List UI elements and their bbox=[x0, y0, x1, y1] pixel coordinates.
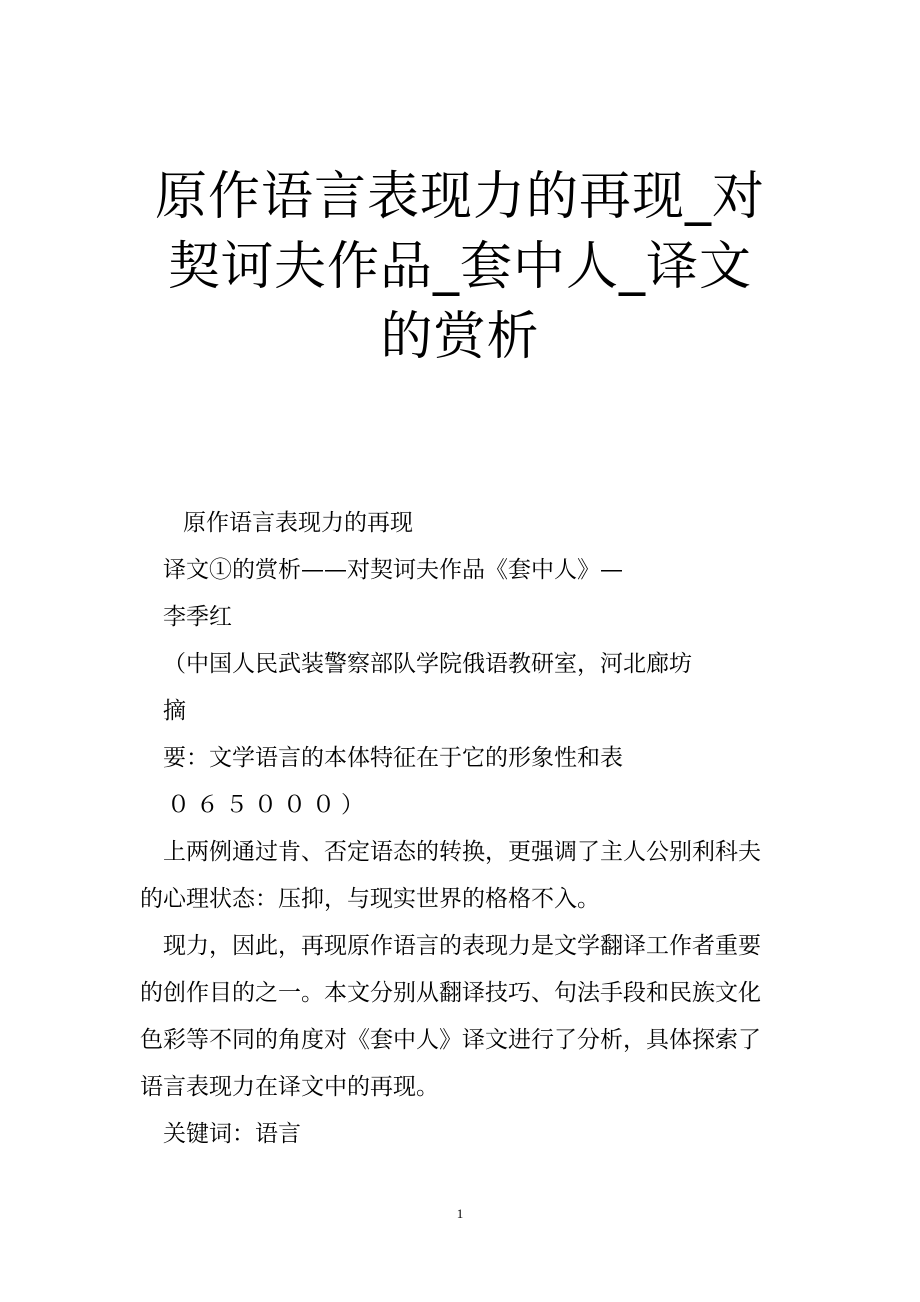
paragraph-1: 上两例通过肯、否定语态的转换，更强调了主人公别利科夫的心理状态：压抑，与现实世界的格格不入。 bbox=[140, 839, 761, 912]
translation-line: 译文①的赏析——对契诃夫作品《套中人》— bbox=[163, 557, 623, 583]
document-title bbox=[120, 162, 800, 372]
author-name: 李季红 bbox=[163, 604, 232, 630]
title-line-1: 原作语言表现力的再现_对 bbox=[154, 167, 765, 227]
abstract-label: 摘 bbox=[163, 698, 186, 724]
author-affiliation: （中国人民武装警察部队学院俄语教研室，河北廊坊 bbox=[163, 651, 692, 677]
keywords: 关键词：语言 bbox=[163, 1121, 301, 1147]
abstract-start: 要：文学语言的本体特征在于它的形象性和表 bbox=[163, 745, 623, 771]
title-line-2: 契诃夫作品_套中人_译文 bbox=[167, 237, 752, 297]
title-line-3: 的赏析 bbox=[380, 307, 540, 367]
paragraph-2: 现力，因此，再现原作语言的表现力是文学翻译工作者重要的创作目的之一。本文分别从翻译技巧、句法手段和民族文化色彩等不同的角度对《套中人》译文进行了分析，具体探索了语言表现力在译文中的再现。 bbox=[140, 933, 761, 1100]
document-body bbox=[140, 500, 780, 1158]
subtitle: 原作语言表现力的再现 bbox=[183, 510, 413, 536]
page-number: 1 bbox=[456, 1206, 464, 1221]
postal-code: ０６５０００） bbox=[167, 792, 370, 818]
